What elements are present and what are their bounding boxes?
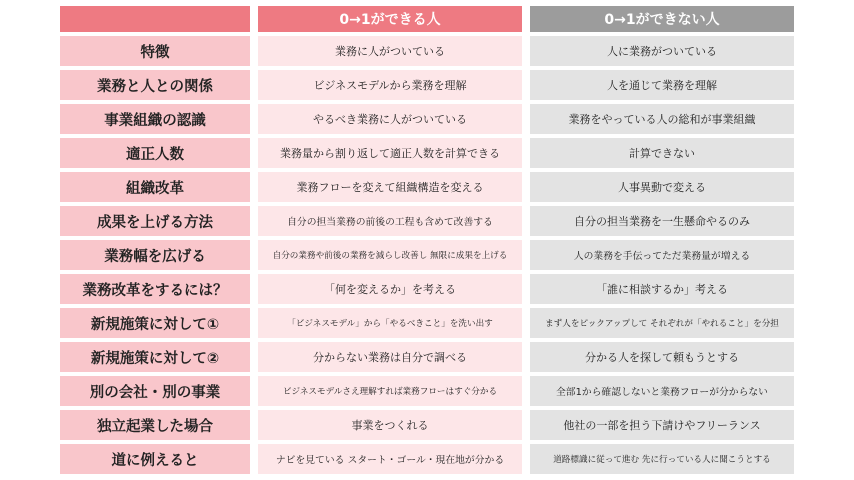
cannot-cell: 他社の一部を担う下請けやフリーランス <box>530 410 794 440</box>
cannot-cell: 分かる人を探して頼もうとする <box>530 342 794 372</box>
header-cannot: 0→1ができない人 <box>530 6 794 32</box>
row-label: 組織改革 <box>60 172 250 202</box>
can-cell: 自分の担当業務の前後の工程も含めて改善する <box>258 206 522 236</box>
cannot-cell: 全部1から確認しないと業務フローが分からない <box>530 376 794 406</box>
can-cell: 「ビジネスモデル」から「やるべきこと」を洗い出す <box>258 308 522 338</box>
cannot-cell: 計算できない <box>530 138 794 168</box>
row-label: 業務と人との関係 <box>60 70 250 100</box>
row-label: 業務改革をするには？ <box>60 274 250 304</box>
row-label: 適正人数 <box>60 138 250 168</box>
can-cell: 「何を変えるか」を考える <box>258 274 522 304</box>
can-cell: やるべき業務に人がついている <box>258 104 522 134</box>
row-label: 特徴 <box>60 36 250 66</box>
header-can: 0→1ができる人 <box>258 6 522 32</box>
can-cell: 業務フローを変えて組織構造を変える <box>258 172 522 202</box>
can-cell: 業務量から割り返して適正人数を計算できる <box>258 138 522 168</box>
row-label: 別の会社・別の事業 <box>60 376 250 406</box>
cannot-cell: まず人をピックアップして それぞれが「やれること」を分担 <box>530 308 794 338</box>
row-label: 独立起業した場合 <box>60 410 250 440</box>
row-label: 事業組織の認識 <box>60 104 250 134</box>
row-label: 新規施策に対して② <box>60 342 250 372</box>
can-cell: ナビを見ている スタート・ゴール・現在地が分かる <box>258 444 522 474</box>
cannot-cell: 「誰に相談するか」考える <box>530 274 794 304</box>
cannot-cell: 業務をやっている人の総和が事業組織 <box>530 104 794 134</box>
cannot-cell: 人の業務を手伝ってただ業務量が増える <box>530 240 794 270</box>
header-blank-cell <box>60 6 250 32</box>
can-cell: ビジネスモデルさえ理解すれば業務フローはすぐ分かる <box>258 376 522 406</box>
can-cell: 分からない業務は自分で調べる <box>258 342 522 372</box>
row-label: 新規施策に対して① <box>60 308 250 338</box>
cannot-cell: 人事異動で変える <box>530 172 794 202</box>
can-cell: 業務に人がついている <box>258 36 522 66</box>
cannot-cell: 自分の担当業務を一生懸命やるのみ <box>530 206 794 236</box>
row-label: 成果を上げる方法 <box>60 206 250 236</box>
can-cell: ビジネスモデルから業務を理解 <box>258 70 522 100</box>
can-cell: 自分の業務や前後の業務を減らし改善し 無限に成果を上げる <box>258 240 522 270</box>
row-label: 業務幅を広げる <box>60 240 250 270</box>
row-label: 道に例えると <box>60 444 250 474</box>
cannot-cell: 人を通じて業務を理解 <box>530 70 794 100</box>
comparison-table <box>60 6 794 474</box>
cannot-cell: 道路標識に従って進む 先に行っている人に聞こうとする <box>530 444 794 474</box>
cannot-cell: 人に業務がついている <box>530 36 794 66</box>
can-cell: 事業をつくれる <box>258 410 522 440</box>
